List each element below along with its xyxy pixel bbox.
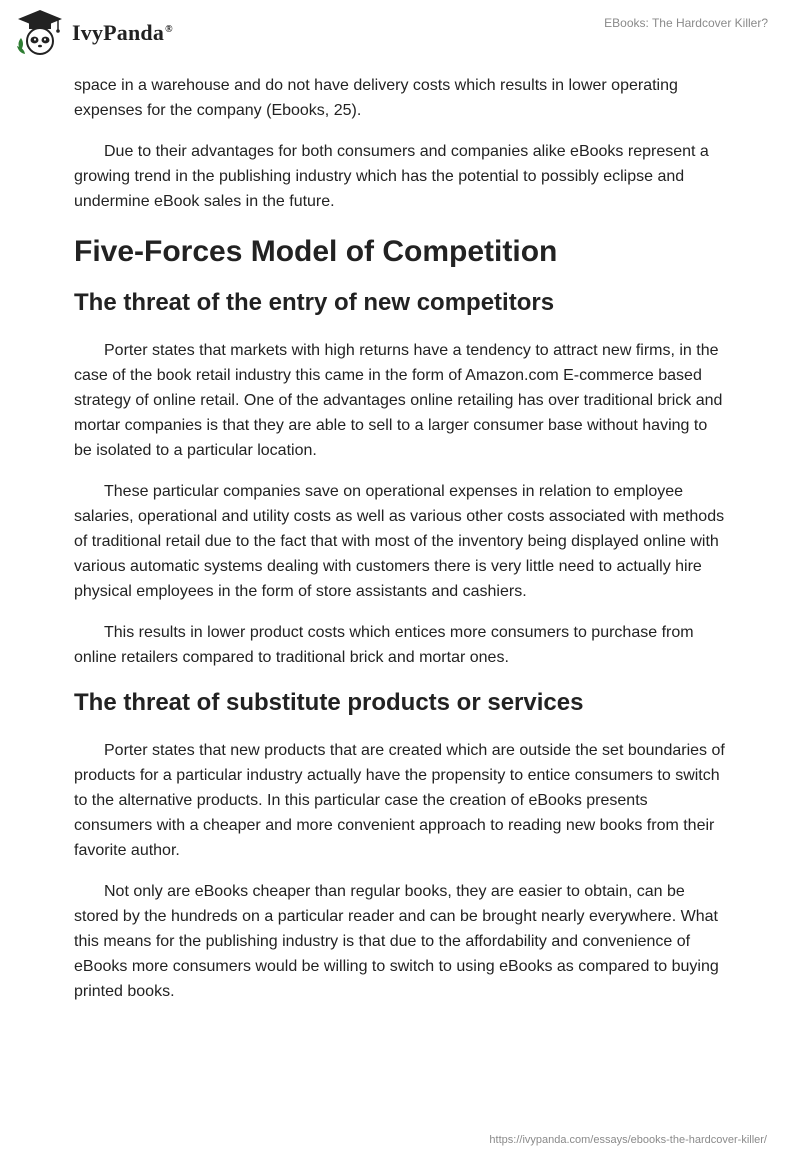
document-title: EBooks: The Hardcover Killer? — [604, 16, 768, 30]
paragraph: Due to their advantages for both consumers and companies alike eBooks represent a growing trend in the publishing industry which has the potential to possibly eclipse and undermine eBook sales in the future. — [74, 143, 709, 210]
subsection-heading-substitutes: The threat of substitute products or services — [74, 689, 584, 716]
paragraph: space in a warehouse and do not have delivery costs which results in lower operating expenses for the company (Ebooks, 25). — [74, 77, 678, 119]
section-title: Five-Forces Model of Competition — [74, 235, 558, 268]
page-header — [0, 0, 800, 70]
paragraph: Porter states that new products that are created which are outside the set boundaries of products for a particular industry actually have the propensity to entice consumers to switch to the alternative products. In this particular case the creation of eBooks presents consumers with a cheaper and more convenient approach to reading new books from their favorite author. — [74, 742, 725, 859]
paragraph: These particular companies save on operational expenses in relation to employee salaries, operational and utility costs as well as various other costs associated with methods of traditional retail due to the fact that with most of the inventory being displayed online with various automatic systems dealing with customers there is very little need to actually hire physical employees in the form of store assistants and cashiers. — [74, 483, 725, 600]
essay-body — [74, 73, 726, 1020]
ivypanda-logo[interactable] — [14, 8, 173, 58]
paragraph: This results in lower product costs which entices more consumers to purchase from online retailers compared to traditional brick and mortar ones. — [74, 624, 694, 666]
registered-mark: ® — [165, 23, 173, 35]
source-url[interactable]: https://ivypanda.com/essays/ebooks-the-hardcover-killer/ — [489, 1134, 767, 1146]
subsection-heading-new-competitors: The threat of the entry of new competitors — [74, 289, 555, 316]
panda-graduate-icon — [14, 8, 66, 58]
paragraph: Porter states that markets with high returns have a tendency to attract new firms, in the case of the book retail industry this came in the form of Amazon.com E-commerce based strategy of online retail. One of the advantages online retailing has over traditional brick and mortar companies is that they are able to sell to a larger consumer base without having to be isolated to a particular location. — [74, 342, 723, 459]
paragraph: Not only are eBooks cheaper than regular books, they are easier to obtain, can be stored by the hundreds on a particular reader and can be brought nearly everywhere. What this means for the publishing industry is that due to the affordability and convenience of eBooks more consumers would be willing to switch to using eBooks as compared to buying printed books. — [74, 883, 719, 1000]
brand-name: IvyPanda® — [72, 20, 173, 45]
